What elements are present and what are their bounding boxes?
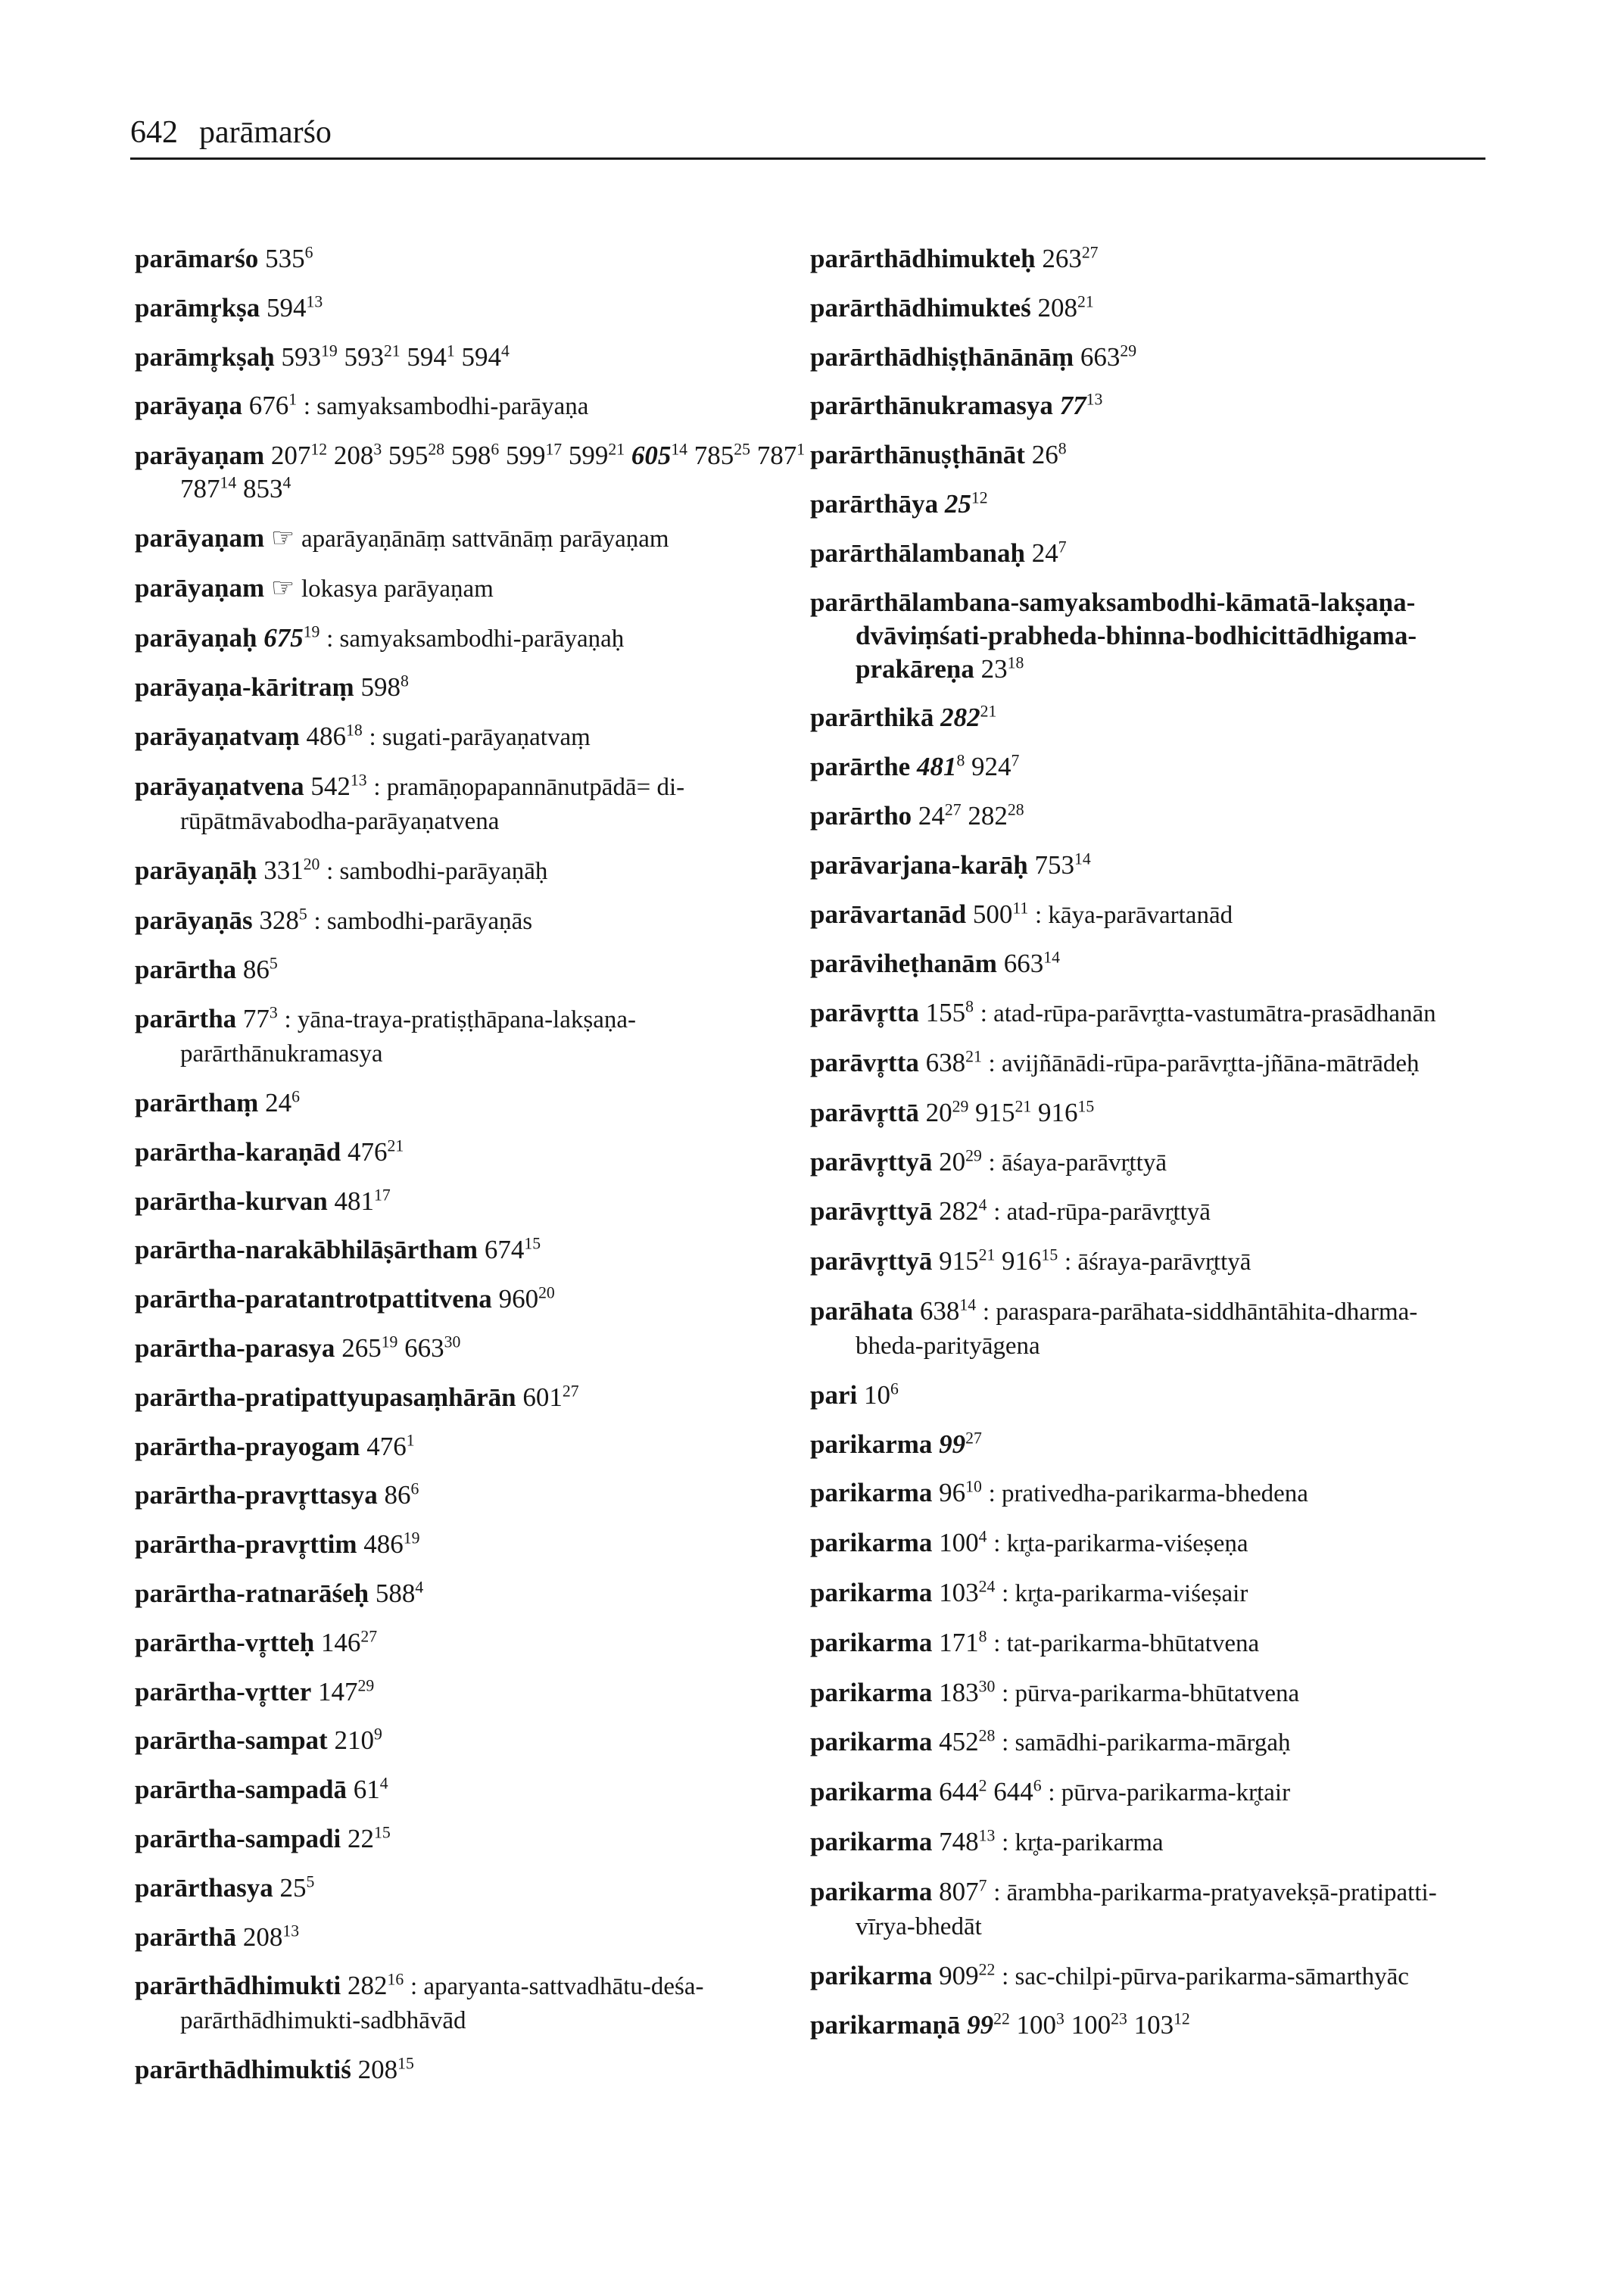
- entry-context: : kāya-parāvartanād: [1035, 901, 1233, 929]
- index-entry: [135, 1822, 816, 1856]
- entry-headword: parāyaṇāḥ: [135, 855, 257, 885]
- entry-page-refs: $96^{10}$: [939, 1477, 982, 1508]
- index-entry: [135, 904, 816, 938]
- entry-context: : ārambha-parikarma-pratyavekṣā-pratipatti-vīrya-bhedāt: [856, 1878, 1437, 1940]
- entry-page-refs: $99^{27}$: [939, 1428, 982, 1459]
- entry-headword: parāyaṇatvena: [135, 771, 304, 801]
- index-entry: [810, 898, 1476, 932]
- entry-headword: parāviheṭhanām: [810, 949, 997, 979]
- entry-headword: parāvr̥ttyā: [810, 1196, 933, 1226]
- entry-headword: parāyaṇās: [135, 905, 253, 935]
- entry-page-refs: $594^{13}$: [267, 292, 323, 323]
- entry-page-refs: $263^{27}$: [1042, 243, 1099, 273]
- entry-context: : samādhi-parikarma-mārgaḥ: [1002, 1729, 1291, 1757]
- index-entry: [135, 242, 816, 276]
- entry-context: : kr̥ta-parikarma-viśeṣair: [1002, 1579, 1248, 1607]
- entry-page-refs: $207^{12}$ $208^3$ $595^{28}$ $598^6$ $599^{17}$ $599^{21}$ $605^{14}$ $785^{25}$ $787^1$ $787^{14}$ $853^4$: [180, 440, 806, 504]
- entry-page-refs: $663^{14}$: [1003, 948, 1060, 979]
- entry-headword: parikarma: [810, 1777, 933, 1807]
- entry-context: : atad-rūpa-parāvr̥tta-vastumātra-prasādhanān: [980, 1000, 1436, 1028]
- index-entry: [135, 854, 816, 888]
- entry-page-refs: $593^{19}$ $593^{21}$ $594^1$ $594^4$: [281, 341, 510, 372]
- entry-page-refs: $331^{20}$: [263, 855, 320, 885]
- entry-headword: parārthānukramasya: [810, 391, 1053, 421]
- entry-page-refs: $22^{15}$: [348, 1823, 391, 1853]
- index-entry: [135, 522, 816, 556]
- index-entry: [135, 291, 816, 325]
- index-entry: [810, 291, 1476, 325]
- entry-page-refs: $500^{11}$: [972, 898, 1029, 929]
- entry-page-refs: $155^8$: [925, 997, 974, 1028]
- index-entry: [135, 1626, 816, 1660]
- index-entry: [135, 1002, 816, 1071]
- entry-headword: parārthānuṣṭhānāt: [810, 440, 1025, 470]
- index-entry: [810, 1576, 1476, 1610]
- entry-headword: parāvr̥ttyā: [810, 1246, 933, 1276]
- entry-page-refs: $86^6$: [384, 1479, 419, 1510]
- entry-headword: parāhata: [810, 1295, 914, 1326]
- entry-headword: parāvarjana-karāḥ: [810, 849, 1028, 880]
- entry-context: aparāyaṇānāṃ sattvānāṃ parāyaṇam: [301, 525, 669, 553]
- entry-headword: parāvr̥tta: [810, 1047, 919, 1077]
- entry-headword: parārthe: [810, 752, 911, 782]
- entry-page-refs: $146^{27}$: [320, 1627, 378, 1657]
- entry-headword: parārtha-parasya: [135, 1332, 335, 1363]
- entry-page-refs: $23^{18}$: [980, 653, 1024, 684]
- entry-headword: parikarma: [810, 1876, 933, 1906]
- entry-headword: parārtha-sampadi: [135, 1823, 341, 1853]
- entry-headword: parāmr̥kṣa: [135, 292, 260, 323]
- index-entry: [810, 1046, 1476, 1080]
- entry-headword: parārtha-vr̥tter: [135, 1676, 312, 1706]
- entry-headword: parārtha: [135, 955, 237, 985]
- page-header: [130, 114, 1485, 151]
- entry-page-refs: $103^{24}$: [939, 1577, 996, 1607]
- entry-page-refs: $601^{27}$: [522, 1382, 579, 1412]
- index-column-left: [135, 242, 816, 2087]
- index-entry: [135, 1086, 816, 1120]
- index-entry: [810, 799, 1476, 833]
- entry-page-refs: $208^{21}$: [1037, 292, 1094, 323]
- entry-page-refs: $486^{18}$: [306, 721, 363, 752]
- entry-headword: parārthādhimukteḥ: [810, 244, 1036, 273]
- entry-headword: parikarma: [810, 1429, 933, 1459]
- entry-headword: parikarma: [810, 1826, 933, 1856]
- entry-headword: parārthasya: [135, 1872, 273, 1903]
- entry-context: : yāna-traya-pratiṣṭhāpana-lakṣaṇa-parārthānukramasya: [180, 1006, 636, 1068]
- entry-context: : pūrva-parikarma-kr̥tair: [1048, 1779, 1291, 1807]
- entry-headword: parārthādhimukteś: [810, 292, 1031, 323]
- entry-context: : āśraya-parāvr̥ttyā: [1064, 1248, 1252, 1276]
- entry-headword: parārtha-pravr̥ttim: [135, 1529, 357, 1560]
- entry-context: : samyaksambodhi-parāyaṇaḥ: [326, 625, 625, 653]
- entry-page-refs: $147^{29}$: [317, 1675, 375, 1706]
- entry-headword: parārthādhiṣṭhānānāṃ: [810, 341, 1074, 372]
- entry-headword: parāyaṇam: [135, 572, 265, 603]
- entry-page-refs: $638^{21}$: [925, 1047, 982, 1077]
- entry-headword: parāmarśo: [135, 244, 259, 273]
- entry-headword: parikarmaṇā: [810, 2010, 961, 2040]
- entry-headword: parārtha-karaṇād: [135, 1136, 341, 1167]
- index-entry: [810, 242, 1476, 276]
- entry-context: lokasya parāyaṇam: [301, 575, 494, 603]
- entry-headword: parikarma: [810, 1627, 933, 1657]
- entry-context: : avijñānādi-rūpa-parāvr̥tta-jñāna-mātrādeḥ: [988, 1049, 1420, 1077]
- index-entry: [810, 1245, 1476, 1279]
- entry-page-refs: $20^{29}$ $915^{21}$ $916^{15}$: [925, 1097, 1095, 1127]
- entry-page-refs: $909^{22}$: [939, 1959, 996, 1990]
- entry-context: : prativedha-parikarma-bhedena: [988, 1480, 1308, 1508]
- index-entry: [135, 1921, 816, 1954]
- index-entry: [135, 671, 816, 704]
- index-entry: [810, 1959, 1476, 1993]
- entry-page-refs: $675^{19}$: [263, 622, 320, 653]
- index-entry: [135, 1283, 816, 1316]
- entry-headword: parārtha-narakābhilāṣārtham: [135, 1235, 478, 1265]
- entry-page-refs: $25^{12}$: [944, 488, 988, 519]
- entry-headword: parārtha-pratipattyupasaṃhārān: [135, 1382, 516, 1412]
- entry-page-refs: $598^8$: [360, 672, 409, 703]
- index-entry: [810, 537, 1476, 570]
- entry-headword: parārthādhimukti: [135, 1971, 341, 2001]
- entry-page-refs: $486^{19}$: [363, 1529, 420, 1560]
- entry-headword: parikarma: [810, 1960, 933, 1990]
- index-entry: [810, 1875, 1476, 1943]
- entry-headword: parārthikā: [810, 703, 934, 733]
- index-entry: [810, 1295, 1476, 1363]
- entry-context: : paraspara-parāhata-siddhāntāhita-dharma-bheda-parityāgena: [856, 1298, 1418, 1360]
- entry-page-refs: $100^4$: [939, 1527, 987, 1558]
- entry-page-refs: $328^5$: [259, 904, 307, 935]
- entry-page-refs: $960^{20}$: [498, 1283, 555, 1314]
- entry-context: : samyaksambodhi-parāyaṇa: [303, 393, 589, 421]
- header-rule: [130, 157, 1485, 160]
- entry-page-refs: $24^6$: [265, 1087, 300, 1117]
- entry-headword: parikarma: [810, 1727, 933, 1757]
- entry-context: : pramāṇopapannānutpādā= di-rūpātmāvabodha-parāyaṇatvena: [180, 773, 685, 835]
- entry-page-refs: $915^{21}$ $916^{15}$: [939, 1245, 1058, 1276]
- index-entry: [810, 1428, 1476, 1461]
- entry-page-refs: $807^7$: [939, 1876, 987, 1906]
- entry-context: : aparyanta-sattvadhātu-deśa-parārthādhimukti-sadbhāvād: [180, 1973, 704, 2035]
- index-entry: [810, 341, 1476, 374]
- entry-page-refs: $86^5$: [242, 954, 278, 985]
- index-entry: [135, 953, 816, 986]
- page-number: 642: [130, 115, 178, 150]
- entry-context: : pūrva-parikarma-bhūtatvena: [1002, 1679, 1300, 1707]
- entry-page-refs: $208^{13}$: [242, 1921, 300, 1952]
- index-entry: [810, 1145, 1476, 1180]
- entry-page-refs: $265^{19}$ $663^{30}$: [341, 1332, 461, 1363]
- index-entry: [135, 1528, 816, 1561]
- index-entry: [810, 1379, 1476, 1412]
- entry-page-refs: $77^3$: [242, 1003, 278, 1034]
- entry-headword: parārtha-vr̥tteḥ: [135, 1627, 315, 1657]
- index-entry: [135, 572, 816, 606]
- entry-headword: parikarma: [810, 1478, 933, 1508]
- index-entry: [135, 1430, 816, 1463]
- entry-headword: parāyaṇa-kāritraṃ: [135, 672, 354, 703]
- entry-page-refs: $588^4$: [375, 1578, 424, 1608]
- index-entry: [810, 1825, 1476, 1859]
- entry-page-refs: $481^8$ $924^7$: [916, 751, 1020, 782]
- index-entry: [135, 720, 816, 754]
- entry-page-refs: ☞: [270, 522, 295, 553]
- entry-page-refs: $77^{13}$: [1059, 390, 1103, 421]
- entry-headword: parārtha-paratantrotpattitvena: [135, 1284, 492, 1314]
- entry-page-refs: $25^5$: [279, 1872, 315, 1903]
- index-entry: [810, 1775, 1476, 1809]
- index-entry: [810, 1096, 1476, 1130]
- index-entry: [135, 1577, 816, 1610]
- index-entry: [810, 996, 1476, 1030]
- entry-page-refs: $282^{16}$: [348, 1970, 404, 2001]
- index-entry: [810, 586, 1476, 686]
- entry-headword: parārtha-prayogam: [135, 1431, 360, 1461]
- index-entry: [135, 770, 816, 838]
- entry-page-refs: ☞: [270, 572, 295, 603]
- index-entry: [810, 488, 1476, 521]
- entry-page-refs: $542^{13}$: [310, 771, 367, 801]
- entry-page-refs: $452^{28}$: [939, 1726, 996, 1757]
- index-column-right: [810, 242, 1476, 2042]
- entry-headword: parārtha: [135, 1004, 237, 1034]
- index-entry: [810, 389, 1476, 422]
- entry-context: : sambodhi-parāyaṇāḥ: [326, 857, 548, 885]
- entry-headword: parāyaṇam: [135, 441, 265, 471]
- index-entry: [135, 1773, 816, 1806]
- entry-context: : sambodhi-parāyaṇās: [313, 907, 533, 935]
- entry-page-refs: $24^{27}$ $282^{28}$: [918, 800, 1024, 831]
- index-entry: [810, 438, 1476, 472]
- entry-page-refs: $61^4$: [353, 1774, 388, 1805]
- entry-headword: parārtha-sampat: [135, 1725, 328, 1756]
- entry-page-refs: $26^8$: [1031, 439, 1067, 470]
- entry-headword: parāvartanād: [810, 899, 967, 929]
- entry-page-refs: $481^{17}$: [334, 1185, 391, 1216]
- entry-page-refs: $748^{13}$: [939, 1826, 996, 1856]
- entry-headword: parāvr̥ttyā: [810, 1146, 933, 1177]
- entry-page-refs: $183^{30}$: [939, 1676, 996, 1707]
- index-entry: [135, 341, 816, 374]
- index-entry: [135, 2053, 816, 2087]
- entry-headword: parārtho: [810, 800, 912, 831]
- entry-headword: parikarma: [810, 1528, 933, 1558]
- index-entry: [810, 750, 1476, 784]
- index-entry: [135, 622, 816, 656]
- index-entry: [135, 1332, 816, 1365]
- index-entry: [810, 1676, 1476, 1710]
- entry-context: : tat-parikarma-bhūtatvena: [993, 1629, 1260, 1657]
- index-entry: [135, 1479, 816, 1512]
- entry-page-refs: $210^9$: [334, 1725, 382, 1756]
- index-entry: [135, 1185, 816, 1218]
- entry-headword: parārtha-pravr̥ttasya: [135, 1480, 378, 1510]
- entry-page-refs: $20^{29}$: [939, 1145, 982, 1177]
- entry-headword: parāvr̥tta: [810, 998, 919, 1028]
- index-entry: [810, 1195, 1476, 1229]
- index-entry: [810, 1725, 1476, 1759]
- entry-context: : āśaya-parāvr̥ttyā: [988, 1149, 1167, 1177]
- entry-headword: pari: [810, 1379, 858, 1410]
- entry-headword: parārthādhimuktiś: [135, 2055, 351, 2085]
- entry-page-refs: $99^{22}$ $100^3$ $100^{23}$ $103^{12}$: [967, 2009, 1190, 2040]
- entry-headword: parāyaṇaḥ: [135, 622, 257, 653]
- entry-page-refs: $208^{15}$: [357, 2054, 414, 2085]
- index-entry: [810, 2009, 1476, 2042]
- index-entry: [810, 1476, 1476, 1510]
- entry-context: : kr̥ta-parikarma: [1002, 1828, 1164, 1856]
- entry-headword: parāyaṇatvaṃ: [135, 722, 300, 752]
- entry-context: : atad-rūpa-parāvr̥ttyā: [993, 1198, 1211, 1226]
- index-entry: [135, 439, 816, 506]
- entry-headword: parikarma: [810, 1577, 933, 1607]
- entry-page-refs: $663^{29}$: [1080, 341, 1137, 372]
- entry-page-refs: $644^2$ $644^6$: [939, 1776, 1042, 1807]
- entry-headword: parārthālambana-samyaksambodhi-kāmatā-lakṣaṇa-dvāviṃśati-prabheda-bhinna-bodhicittādhigama-prakāreṇa: [810, 587, 1417, 684]
- entry-headword: parikarma: [810, 1677, 933, 1707]
- entry-headword: parārthaṃ: [135, 1087, 259, 1117]
- entry-page-refs: $676^1$: [248, 390, 298, 421]
- entry-page-refs: $282^4$: [939, 1195, 987, 1226]
- entry-page-refs: $171^8$: [939, 1627, 987, 1657]
- entry-headword: parāvr̥ttā: [810, 1097, 919, 1127]
- entry-headword: parāyaṇa: [135, 391, 242, 421]
- entry-page-refs: $674^{15}$: [484, 1234, 541, 1265]
- entry-page-refs: $535^6$: [265, 243, 313, 273]
- entry-page-refs: $476^{21}$: [348, 1136, 404, 1167]
- index-entry: [810, 947, 1476, 980]
- index-entry: [135, 1969, 816, 2037]
- running-head: parāmarśo: [199, 115, 332, 150]
- index-entry: [810, 1626, 1476, 1660]
- entry-context: : sac-chilpi-pūrva-parikarma-sāmarthyāc: [1002, 1962, 1409, 1990]
- index-entry: [135, 1233, 816, 1267]
- entry-context: : kr̥ta-parikarma-viśeṣeṇa: [993, 1530, 1248, 1558]
- entry-page-refs: $282^{21}$: [940, 702, 997, 733]
- index-entry: [810, 701, 1476, 734]
- entry-headword: parārtha-ratnarāśeḥ: [135, 1578, 369, 1608]
- index-entry: [135, 1381, 816, 1414]
- entry-page-refs: $10^6$: [863, 1379, 899, 1410]
- index-entry: [810, 849, 1476, 882]
- entry-headword: parārthālambanaḥ: [810, 538, 1025, 568]
- index-entry: [135, 1724, 816, 1757]
- index-entry: [135, 389, 816, 423]
- entry-headword: parāmr̥kṣaḥ: [135, 341, 275, 372]
- entry-headword: parārthā: [135, 1922, 237, 1952]
- index-entry: [135, 1675, 816, 1709]
- entry-headword: parārtha-sampadā: [135, 1775, 348, 1805]
- entry-page-refs: $753^{14}$: [1034, 849, 1091, 880]
- index-entry: [810, 1526, 1476, 1560]
- entry-page-refs: $24^7$: [1031, 538, 1067, 568]
- index-entry: [135, 1872, 816, 1905]
- index-entry: [135, 1136, 816, 1169]
- entry-headword: parāyaṇam: [135, 522, 265, 553]
- entry-headword: parārtha-kurvan: [135, 1186, 328, 1216]
- entry-page-refs: $638^{14}$: [919, 1295, 977, 1326]
- entry-page-refs: $476^1$: [366, 1430, 415, 1461]
- entry-context: : sugati-parāyaṇatvaṃ: [369, 724, 591, 752]
- entry-headword: parārthāya: [810, 488, 939, 519]
